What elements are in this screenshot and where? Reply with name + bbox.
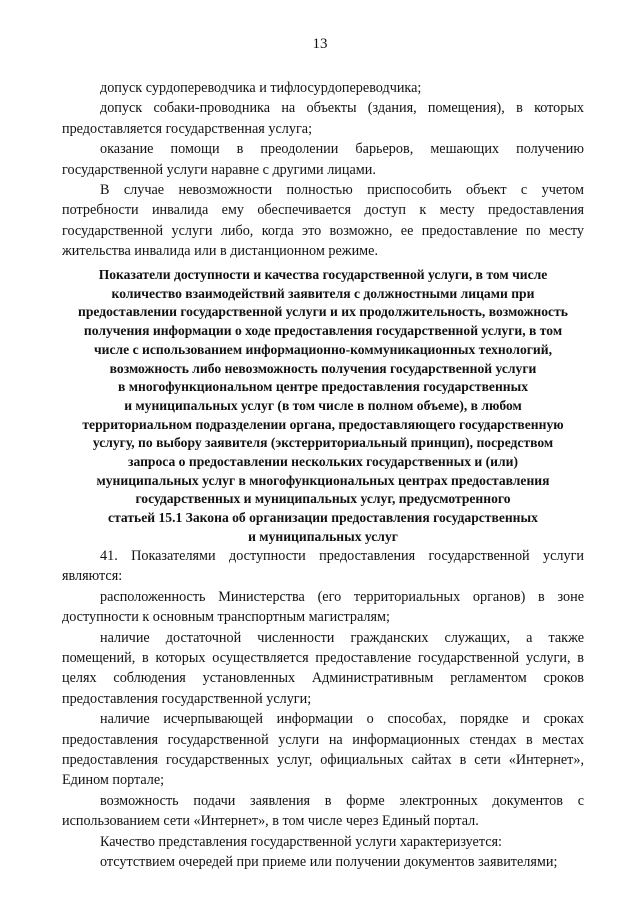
heading-line: предоставлении государственной услуги и их продолжительность, возможность	[78, 304, 568, 320]
heading-line: Показатели доступности и качества государственной услуги, в том числе	[98, 267, 548, 282]
section-accessibility-measures	[62, 78, 584, 262]
heading-line: количество взаимодействий заявителя с должностными лицами при	[111, 285, 535, 301]
heading-line: муниципальных услуг в многофункциональных центрах предоставления	[96, 472, 550, 488]
heading-line: и муниципальных услуг (в том числе в полном объеме), в любом	[124, 397, 522, 413]
heading-line: статьей 15.1 Закона об организации предоставления государственных	[108, 510, 538, 526]
paragraph: расположенность Министерства (его территориальных органов) в зоне доступности к основным транспортным магистралям;	[62, 588, 584, 626]
paragraph: 41. Показателями доступности предоставления государственной услуги являются:	[62, 548, 584, 585]
paragraph: оказание помощи в преодолении барьеров, мешающих получению государственной услуги наравне с другими лицами.	[62, 141, 584, 178]
page-number: 13	[312, 36, 328, 52]
heading-line: государственных и муниципальных услуг, предусмотренного	[135, 491, 511, 507]
heading-line: запроса о предоставлении нескольких государственных и (или)	[128, 454, 518, 470]
paragraph: допуск собаки-проводника на объекты (здания, помещения), в которых предоставляется государственная услуга;	[62, 100, 584, 137]
paragraph: возможность подачи заявления в форме электронных документов с использованием сети «Интернет», в том числе через Единый портал.	[62, 792, 584, 830]
paragraph: наличие исчерпывающей информации о способах, порядке и сроках предоставления государственной услуги на информационных стендах в местах предоставления государственных услуг, официальных сайтах в сети «Интернет», Едином портале;	[62, 711, 584, 789]
heading-line: в многофункциональном центре предоставления государственных	[117, 379, 529, 395]
heading-line: числе с использованием информационно-коммуникационных технологий,	[94, 341, 552, 357]
heading-line: и муниципальных услуг	[248, 528, 398, 544]
paragraph: наличие достаточной численности гражданских служащих, а также помещений, в которых осуществляется предоставление государственной услуги, в целях соблюдения установленных Административным регламентом сроков предоставления государственной услуги;	[62, 629, 584, 707]
heading-line: возможность либо невозможность получения государственной услуги	[109, 360, 537, 376]
heading-line: услугу, по выбору заявителя (экстерриториальный принцип), посредством	[92, 435, 554, 451]
paragraph: допуск сурдопереводчика и тифлосурдопереводчика;	[100, 80, 422, 96]
heading-line: территориальном подразделении органа, предоставляющего государственную	[82, 416, 564, 432]
paragraph: В случае невозможности полностью приспособить объект с учетом потребности инвалида ему обеспечивается доступ к месту предоставления государственной услуги либо, когда это возможно, ее предоставление по месту жительства инвалида или в дистанционном режиме.	[62, 182, 584, 260]
paragraph: Качество представления государственной услуги характеризуется:	[100, 833, 502, 850]
section-accessibility-indicators	[62, 546, 584, 873]
section-heading	[62, 266, 584, 547]
heading-line: получения информации о ходе предоставления государственной услуги, в том	[83, 323, 563, 339]
paragraph: отсутствием очередей при приеме или получении документов заявителями;	[100, 854, 558, 871]
